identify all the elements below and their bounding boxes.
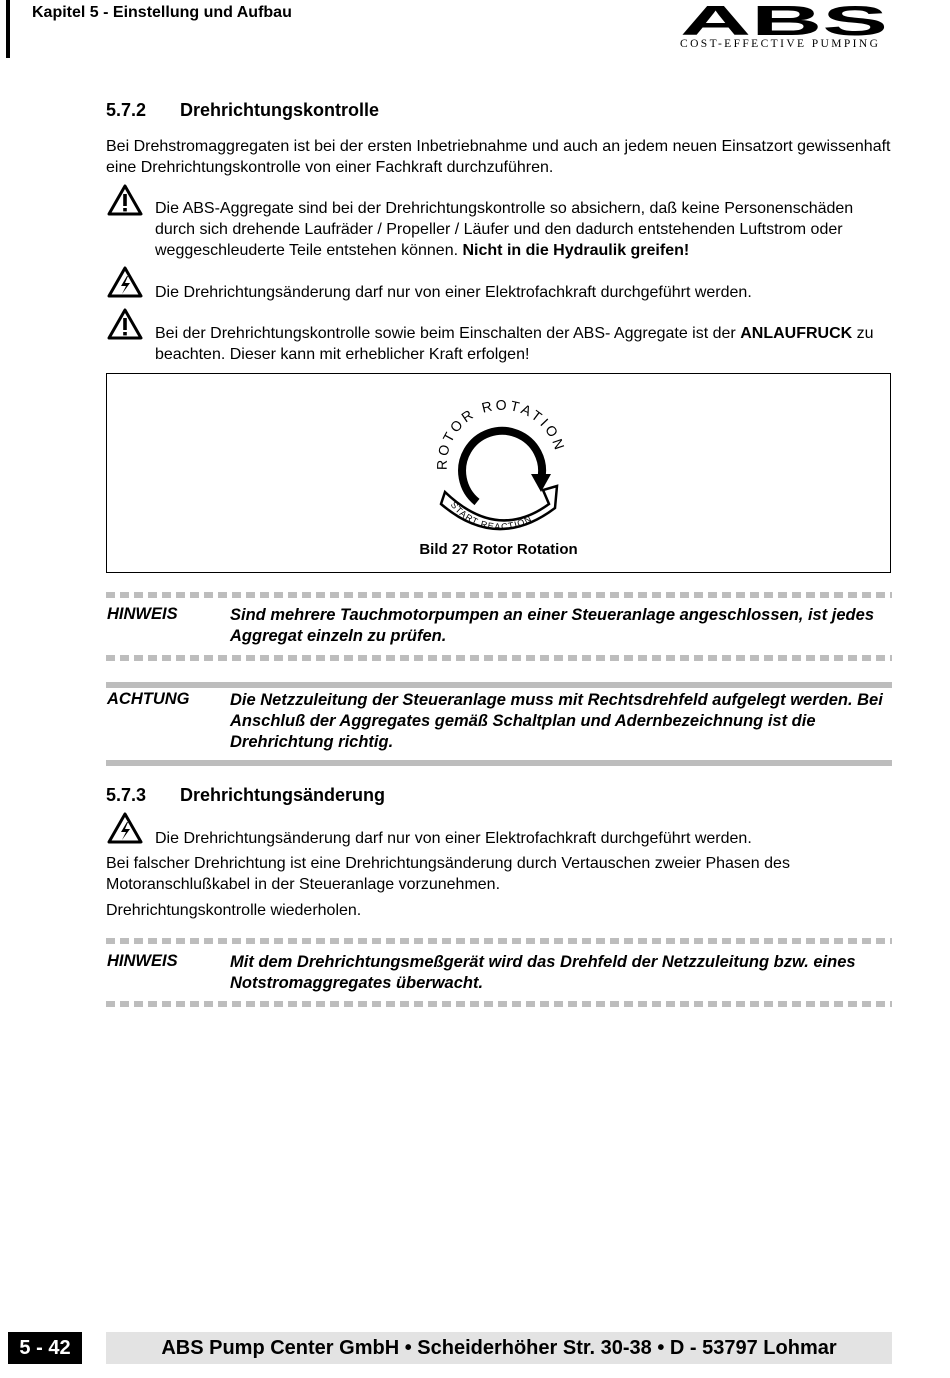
figure-box bbox=[106, 373, 891, 573]
warning-text: Bei der Drehrichtungskontrolle sowie beim Einschalten der ABS- Aggregate ist der bbox=[155, 325, 736, 342]
hinweis-text: Sind mehrere Tauchmotorpumpen an einer Steueranlage angeschlossen, ist jedes Aggregat einzeln zu prüfen. bbox=[230, 606, 874, 645]
logo-subtitle: COST-EFFECTIVE PUMPING bbox=[680, 38, 881, 50]
rotor-rotation-diagram bbox=[417, 392, 587, 532]
header-rule bbox=[6, 0, 10, 58]
section-intro: Bei Drehstromaggregaten ist bei der ersten Inbetriebnahme und auch an jedem neuen Einsatzort gewissenhaft eine Drehrichtungskontrolle von einer Fachkraft durchzuführen. bbox=[106, 138, 891, 176]
electric-note: Die Drehrichtungsänderung darf nur von einer Elektrofachkraft durchgeführt werden. bbox=[155, 830, 752, 847]
dashed-divider bbox=[106, 1001, 892, 1007]
warning-emphasis: ANLAUFRUCK bbox=[740, 325, 853, 342]
section-number: 5.7.3 bbox=[106, 785, 147, 805]
warning-note-2 bbox=[155, 323, 895, 365]
figure-caption: Bild 27 Rotor Rotation bbox=[419, 541, 578, 558]
warning-triangle-icon bbox=[107, 308, 143, 340]
warning-text-end: zu beachten. Dieser kann mit erheblicher Kraft erfolgen! bbox=[155, 325, 874, 363]
logo-text: ABS bbox=[680, 2, 888, 44]
hinweis-label: HINWEIS bbox=[107, 605, 178, 623]
solid-divider bbox=[106, 682, 892, 688]
hinweis-text: Mit dem Drehrichtungsmeßgerät wird das Drehfeld der Netzzuleitung bzw. eines Notstromaggregates überwacht. bbox=[230, 953, 856, 992]
dashed-divider bbox=[106, 655, 892, 661]
achtung-label: ACHTUNG bbox=[107, 690, 190, 708]
electric-hazard-icon bbox=[107, 812, 143, 844]
warning-triangle-icon bbox=[107, 184, 143, 216]
rotor-label: ROTOR ROTATION bbox=[433, 396, 569, 471]
section-number: 5.7.2 bbox=[106, 100, 147, 120]
warning-note-1 bbox=[155, 198, 895, 261]
electric-note: Die Drehrichtungsänderung darf nur von einer Elektrofachkraft durchgeführt werden. bbox=[155, 284, 752, 301]
section-heading-573 bbox=[106, 785, 385, 806]
section-title: Drehrichtungskontrolle bbox=[180, 100, 380, 120]
section-title: Drehrichtungsänderung bbox=[180, 785, 386, 805]
dashed-divider bbox=[106, 592, 892, 598]
section-heading-572 bbox=[106, 100, 379, 121]
start-label: START REACTION bbox=[448, 499, 534, 532]
warning-text: Die ABS-Aggregate sind bei der Drehrichtungskontrolle so absichern, daß keine Personenschäden durch sich drehende Laufräder / Propeller / Läufer und den dadurch entstehenden Luftstrom oder weggeschleuderte Teile entstehen können. bbox=[155, 200, 854, 259]
achtung-text: Die Netzzuleitung der Steueranlage muss mit Rechtsdrehfeld aufgelegt werden. Bei Anschluß der Aggregates gemäß Schaltplan und Adernbezeichnung ist die Drehrichtung richtig. bbox=[230, 691, 883, 751]
page-number: 5 - 42 bbox=[8, 1332, 82, 1364]
section-paragraph: Bei falscher Drehrichtung ist eine Drehrichtungsänderung durch Vertauschen zweier Phasen des Motoranschlußkabel in der Steueranlage vorzunehmen. bbox=[106, 855, 790, 893]
footer-address: ABS Pump Center GmbH • Scheiderhöher Str. 30-38 • D - 53797 Lohmar bbox=[106, 1332, 892, 1364]
solid-divider bbox=[106, 760, 892, 766]
electric-hazard-icon bbox=[107, 266, 143, 298]
warning-emphasis: Nicht in die Hydraulik greifen! bbox=[462, 242, 690, 259]
section-paragraph: Drehrichtungskontrolle wiederholen. bbox=[106, 902, 362, 919]
chapter-title: Kapitel 5 - Einstellung und Aufbau bbox=[32, 4, 292, 21]
hinweis-label: HINWEIS bbox=[107, 952, 178, 970]
dashed-divider bbox=[106, 938, 892, 944]
